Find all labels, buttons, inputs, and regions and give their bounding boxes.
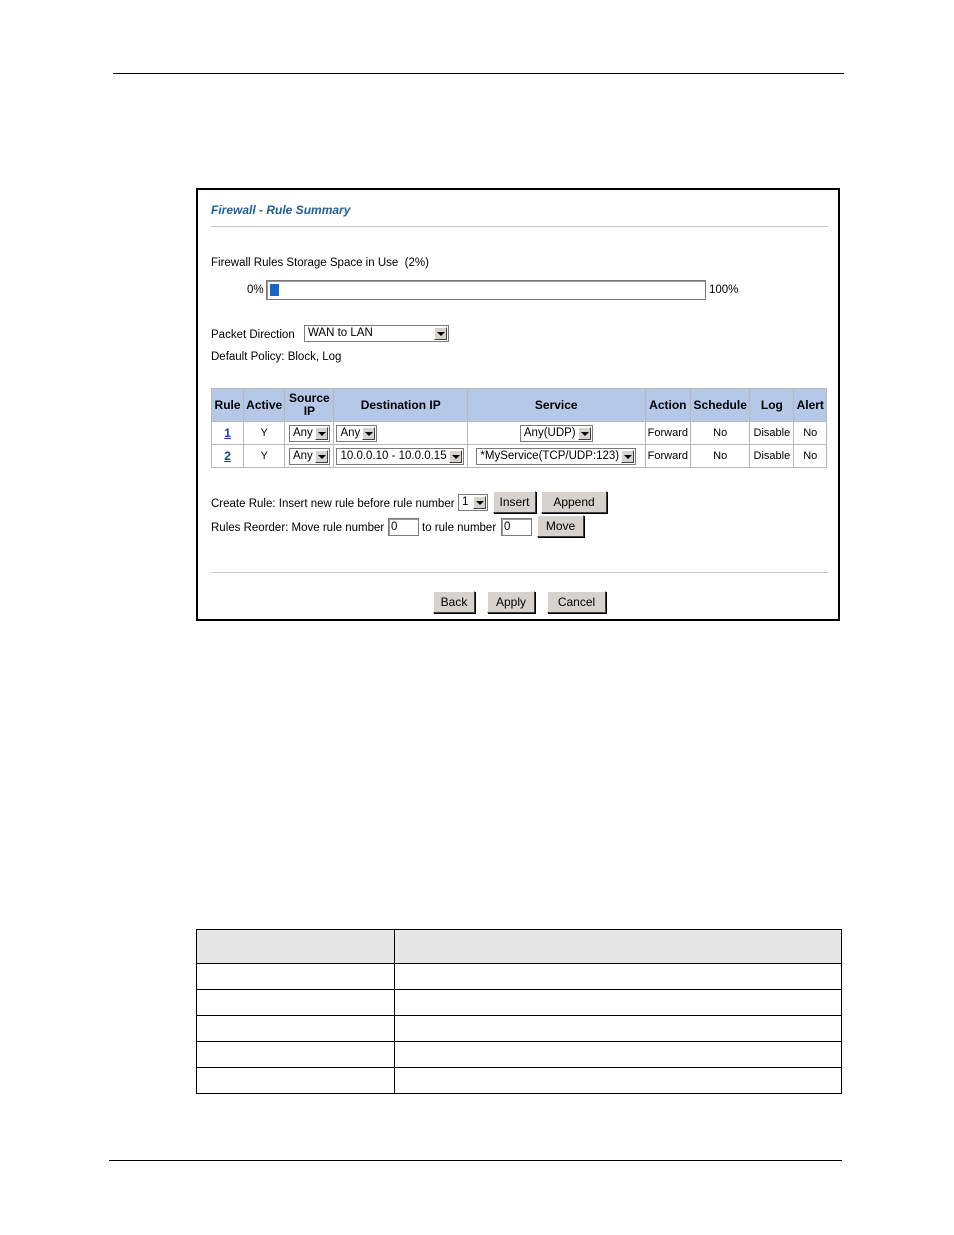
service-cell <box>468 422 645 444</box>
packet-direction-select[interactable]: WAN to LAN <box>304 325 449 342</box>
chevron-down-icon <box>315 450 328 463</box>
destination-ip-select[interactable]: Any <box>336 425 377 442</box>
source-cell <box>285 445 333 467</box>
col-source-ip: Source IP <box>285 389 333 421</box>
page-bottom-rule <box>109 1160 842 1161</box>
cancel-button[interactable]: Cancel <box>547 591 606 613</box>
col-active: Active <box>244 389 284 421</box>
col-log: Log <box>750 389 793 421</box>
rule-number-cell <box>212 445 243 467</box>
source-ip-select[interactable]: Any <box>289 448 330 465</box>
alert-cell: No <box>794 445 826 467</box>
firewall-rule-summary-panel <box>196 188 840 621</box>
service-cell <box>468 445 645 467</box>
schedule-cell: No <box>691 445 749 467</box>
table-header-row <box>197 930 842 964</box>
service-select[interactable]: *MyService(TCP/UDP:123) <box>476 448 636 465</box>
rule-link-1[interactable]: 1 <box>224 426 231 440</box>
chevron-down-icon <box>473 496 486 509</box>
move-to-input[interactable]: 0 <box>501 518 532 536</box>
storage-usage-bar <box>266 280 706 300</box>
active-cell: Y <box>244 422 284 444</box>
action-cell: Forward <box>646 422 691 444</box>
table-row <box>197 1068 842 1094</box>
chevron-down-icon <box>434 327 447 340</box>
chevron-down-icon <box>621 450 634 463</box>
table-row <box>197 1016 842 1042</box>
chevron-down-icon <box>578 427 591 440</box>
page-top-rule <box>113 73 844 74</box>
log-cell: Disable <box>750 422 793 444</box>
insert-button[interactable]: Insert <box>493 491 536 513</box>
default-policy: Default Policy: Block, Log <box>211 351 342 363</box>
rule-number-cell <box>212 422 243 444</box>
create-rule-number-select[interactable]: 1 <box>458 494 488 511</box>
col-alert: Alert <box>794 389 826 421</box>
chevron-down-icon <box>362 427 375 440</box>
col-action: Action <box>646 389 691 421</box>
apply-button[interactable]: Apply <box>487 591 535 613</box>
table-row <box>197 1042 842 1068</box>
table-row <box>212 422 826 444</box>
action-cell: Forward <box>646 445 691 467</box>
append-button[interactable]: Append <box>541 491 607 513</box>
source-ip-select[interactable]: Any <box>289 425 330 442</box>
source-cell <box>285 422 333 444</box>
panel-title: Firewall - Rule Summary <box>211 203 351 217</box>
title-divider <box>211 226 828 227</box>
log-cell: Disable <box>750 445 793 467</box>
table-header-row <box>212 389 826 421</box>
col-service: Service <box>468 389 645 421</box>
footer-divider <box>211 572 828 573</box>
storage-max-label: 100% <box>709 284 739 296</box>
description-table <box>196 929 842 1094</box>
rule-link-2[interactable]: 2 <box>224 449 231 463</box>
storage-label: Firewall Rules Storage Space in Use (2%) <box>211 257 429 269</box>
col-schedule: Schedule <box>691 389 749 421</box>
destination-cell <box>334 422 466 444</box>
storage-value: (2%) <box>404 257 429 269</box>
back-button[interactable]: Back <box>433 591 475 613</box>
table-row <box>197 964 842 990</box>
chevron-down-icon <box>449 450 462 463</box>
destination-cell <box>334 445 466 467</box>
create-rule-label: Create Rule: Insert new rule before rule number <box>211 498 455 510</box>
table-row <box>197 990 842 1016</box>
chevron-down-icon <box>315 427 328 440</box>
packet-direction-label: Packet Direction <box>211 329 295 341</box>
rules-table <box>211 388 827 468</box>
reorder-label: Rules Reorder: Move rule number <box>211 522 385 534</box>
col-rule: Rule <box>212 389 243 421</box>
storage-min-label: 0% <box>247 284 264 296</box>
schedule-cell: No <box>691 422 749 444</box>
alert-cell: No <box>794 422 826 444</box>
table-row <box>212 445 826 467</box>
destination-ip-select[interactable]: 10.0.0.10 - 10.0.0.15 <box>336 448 463 465</box>
move-from-input[interactable]: 0 <box>388 518 419 536</box>
storage-usage-fill <box>270 284 279 296</box>
to-rule-label: to rule number <box>422 522 497 534</box>
move-button[interactable]: Move <box>537 515 584 537</box>
service-select[interactable]: Any(UDP) <box>520 425 593 442</box>
active-cell: Y <box>244 445 284 467</box>
col-destination-ip: Destination IP <box>334 389 466 421</box>
